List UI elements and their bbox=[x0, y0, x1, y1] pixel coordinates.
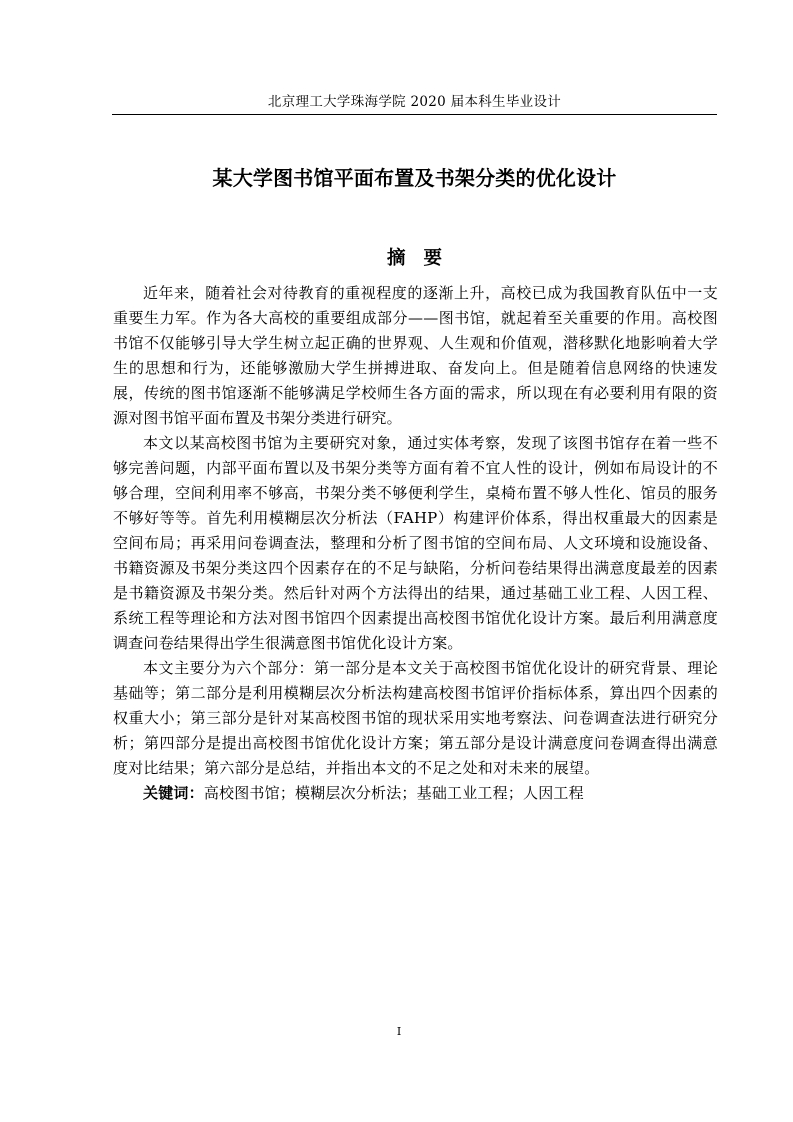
abstract-paragraph-2: 本文以某高校图书馆为主要研究对象，通过实体考察，发现了该图书馆存在着一些不够完善问题，内部平面布置以及书架分类等方面有着不宜人性的设计，例如布局设计的不够合理，空间利用率不够高，书架分类不够便利学生，桌椅布置不够人性化、馆员的服务不够好等等。首先利用模糊层次分析法（FAHP）构建评价体系，得出权重最大的因素是空间布局；再采用问卷调查法，整理和分析了图书馆的空间布局、人文环境和设施设备、书籍资源及书架分类这四个因素存在的不足与缺陷，分析问卷结果得出满意度最差的因素是书籍资源及书架分类。然后针对两个方法得出的结果，通过基础工业工程、人因工程、系统工程等理论和方法对图书馆四个因素提出高校图书馆优化设计方案。最后利用满意度调查问卷结果得出学生很满意图书馆优化设计方案。 bbox=[113, 434, 718, 652]
abstract-body bbox=[113, 281, 718, 806]
keywords-line bbox=[113, 781, 718, 806]
abstract-paragraph-1: 近年来，随着社会对待教育的重视程度的逐渐上升，高校已成为我国教育队伍中一支重要生力军。作为各大高校的重要组成部分——图书馆，就起着至关重要的作用。高校图书馆不仅能够引导大学生树立起正确的世界观、人生观和价值观，潜移默化地影响着大学生的思想和行为，还能够激励大学生拼搏进取、奋发向上。但是随着信息网络的快速发展，传统的图书馆逐渐不能够满足学校师生各方面的需求，所以现在有必要利用有限的资源对图书馆平面布置及书架分类进行研究。 bbox=[113, 284, 718, 427]
abstract-heading: 摘要 bbox=[386, 248, 460, 269]
paper-title: 某大学图书馆平面布置及书架分类的优化设计 bbox=[212, 166, 617, 190]
abstract-paragraph-3: 本文主要分为六个部分：第一部分是本文关于高校图书馆优化设计的研究背景、理论基础等；第二部分是利用模糊层次分析法构建高校图书馆评价指标体系，算出四个因素的权重大小；第三部分是针对某高校图书馆的现状采用实地考察法、问卷调查法进行研究分析；第四部分是提出高校图书馆优化设计方案；第五部分是设计满意度问卷调查得出满意度对比结果；第六部分是总结，并指出本文的不足之处和对未来的展望。 bbox=[113, 659, 718, 777]
running-header: 北京理工大学珠海学院 2020 届本科生毕业设计 bbox=[267, 94, 562, 110]
keywords-list: 高校图书馆；模糊层次分析法；基础工业工程；人因工程 bbox=[203, 784, 584, 802]
page-number: I bbox=[396, 1025, 402, 1038]
header-divider bbox=[112, 114, 717, 115]
keywords-label: 关键词： bbox=[143, 784, 204, 802]
